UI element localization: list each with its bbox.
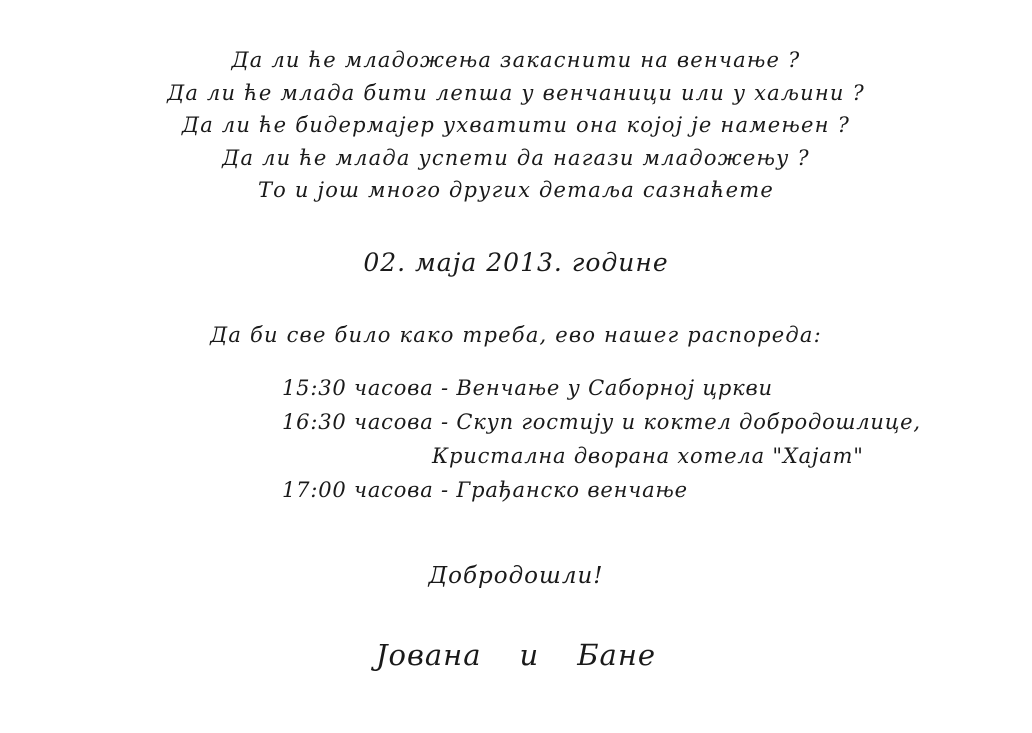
schedule-time: 17:00 часова (282, 478, 434, 502)
schedule-time: 16:30 часова (282, 410, 434, 434)
intro-line-1: Да ли ће младожења закаснити на венчање ? (231, 48, 801, 72)
schedule-separator: - (441, 410, 457, 434)
schedule-event: Венчање у Саборној цркви (456, 376, 773, 400)
schedule-event: Скуп гостију и коктел добродошлице, (456, 410, 921, 434)
signature (0, 638, 1032, 672)
schedule-time: 15:30 часова (282, 376, 434, 400)
schedule-event-continuation: Кристална дворана хотела "Хајат" (432, 444, 864, 468)
schedule-event: Грађанско венчање (456, 478, 688, 502)
intro-line-5: То и још много других детаља сазнаћете (257, 178, 775, 202)
intro-questions (0, 44, 1032, 207)
event-date: 02. маја 2013. године (363, 248, 669, 277)
schedule-list (282, 371, 921, 507)
bride-name: Јована (375, 638, 482, 672)
schedule-item (282, 371, 921, 405)
schedule-separator: - (441, 478, 457, 502)
schedule-separator: - (441, 376, 457, 400)
groom-name: Бане (577, 638, 657, 672)
signature-conjunction: и (519, 638, 540, 672)
intro-line-2: Да ли ће млада бити лепша у венчаници или у хаљини ? (167, 80, 865, 105)
intro-line-4: Да ли ће млада успети да нагази младожењу ? (222, 145, 810, 170)
schedule-item (282, 405, 921, 439)
welcome-text: Добродошли! (428, 563, 604, 589)
schedule-item (282, 473, 921, 507)
intro-line-3: Да ли ће бидермајер ухватити она којој је намењен ? (181, 113, 851, 137)
schedule-intro: Да би све било како треба, ево нашег распореда: (210, 323, 822, 347)
